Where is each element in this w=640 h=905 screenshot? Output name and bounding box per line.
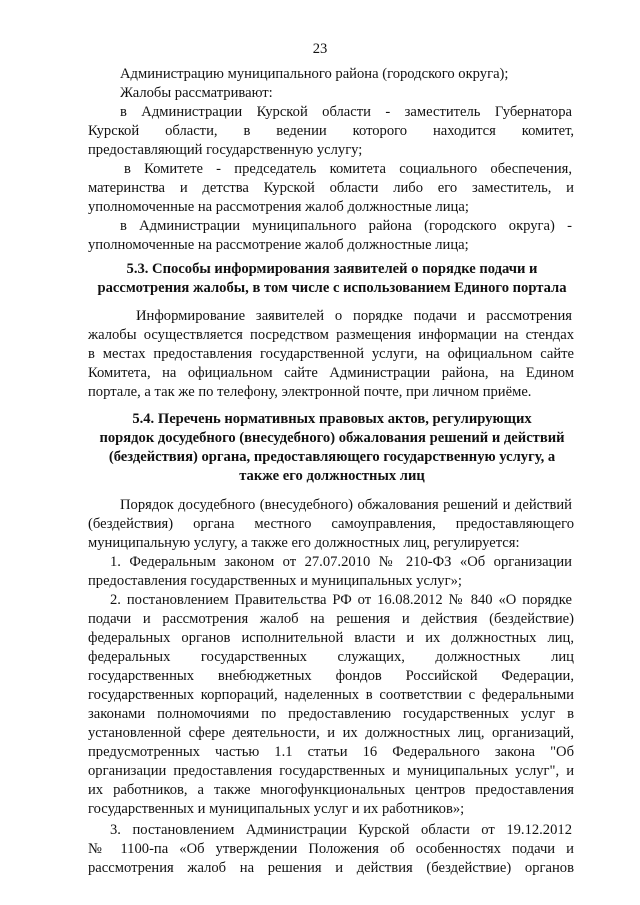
text-line: уполномоченные на рассмотрение жалоб должностные лица;: [88, 237, 469, 253]
list-item-line: федеральных органов исполнительной власти и их должностных лиц,: [88, 630, 574, 646]
text-line: в Администрации Курской области - заместитель Губернатора: [120, 104, 572, 120]
text-line: Комитета, на официальном сайте Администрации района, на Едином: [88, 365, 574, 381]
list-item-line: предусмотренных частью 1.1 статьи 16 Федерального закона "Об: [88, 744, 574, 760]
text-line: в Комитете - председатель комитета социального обеспечения,: [124, 161, 572, 177]
list-item-line: законами полномочиями по предоставлению государственных услуг в: [88, 706, 574, 722]
section-heading-line: (бездействия) органа, предоставляющего государственную услугу, а: [108, 449, 556, 465]
list-item-line: 2. постановлением Правительства РФ от 16.08.2012 № 840 «О порядке: [110, 592, 572, 608]
list-item-line: их работников, а также многофункциональных центров предоставления: [88, 782, 574, 798]
section-heading-line: рассмотрения жалобы, в том числе с использованием Единого портала: [97, 280, 567, 296]
list-item-line: подачи и рассмотрения жалоб на решения и действия (бездействие): [88, 611, 574, 627]
text-line: муниципальную услугу, а также его должностных лиц, регулируется:: [88, 535, 520, 551]
list-item-line: организации предоставления государственных и муниципальных услуг", и: [88, 763, 574, 779]
text-line: (бездействия) органа местного самоуправления, предоставляющего: [88, 516, 574, 532]
text-line: в местах предоставления государственной услуги, на официальном сайте: [88, 346, 574, 362]
list-item-line: государственных и муниципальных услуг и их работников»;: [88, 801, 465, 817]
section-heading-line: 5.3. Способы информирования заявителей о порядке подачи и: [126, 261, 538, 277]
list-item-line: государственных корпораций, наделенных в соответствии с федеральными: [88, 687, 574, 703]
text-line: Порядок досудебного (внесудебного) обжалования решений и действий: [120, 497, 572, 513]
list-item-line: рассмотрения жалоб на решения и действия (бездействие) органов: [88, 860, 574, 876]
text-line: уполномоченные на рассмотрения жалоб должностные лица;: [88, 199, 469, 215]
text-line: Курской области, в ведении которого находится комитет,: [88, 123, 574, 139]
list-item-line: № 1100-па «Об утверждении Положения об особенностях подачи и: [88, 841, 574, 857]
text-line: портале, а так же по телефону, электронной почте, при личном приёме.: [88, 384, 532, 400]
list-item-line: предоставления государственных и муниципальных услуг»;: [88, 573, 462, 589]
text-line: в Администрации муниципального района (городского округа) -: [120, 218, 572, 234]
list-item-line: федеральных государственных служащих, должностных лиц: [88, 649, 574, 665]
section-heading-line: 5.4. Перечень нормативных правовых актов, регулирующих: [132, 411, 532, 427]
section-heading-line: порядок досудебного (внесудебного) обжалования решений и действий: [99, 430, 565, 446]
list-item-line: государственных внебюджетных фондов Российской Федерации,: [88, 668, 574, 684]
text-line: Администрацию муниципального района (городского округа);: [120, 66, 509, 82]
list-item-line: установленной сфере деятельности, и их должностных лиц, организаций,: [88, 725, 574, 741]
section-heading-line: также его должностных лиц: [239, 468, 425, 484]
text-line: Жалобы рассматривают:: [120, 85, 273, 101]
text-line: материнства и детства Курской области либо его заместитель, и: [88, 180, 574, 196]
text-line: предоставляющий государственную услугу;: [88, 142, 363, 158]
page-number: 23: [312, 41, 328, 57]
list-item-line: 3. постановлением Администрации Курской области от 19.12.2012: [110, 822, 572, 838]
list-item-line: 1. Федеральным законом от 27.07.2010 № 210-ФЗ «Об организации: [110, 554, 572, 570]
text-line: Информирование заявителей о порядке подачи и рассмотрения: [136, 308, 572, 324]
text-line: жалобы осуществляется посредством размещения информации на стендах: [88, 327, 574, 343]
